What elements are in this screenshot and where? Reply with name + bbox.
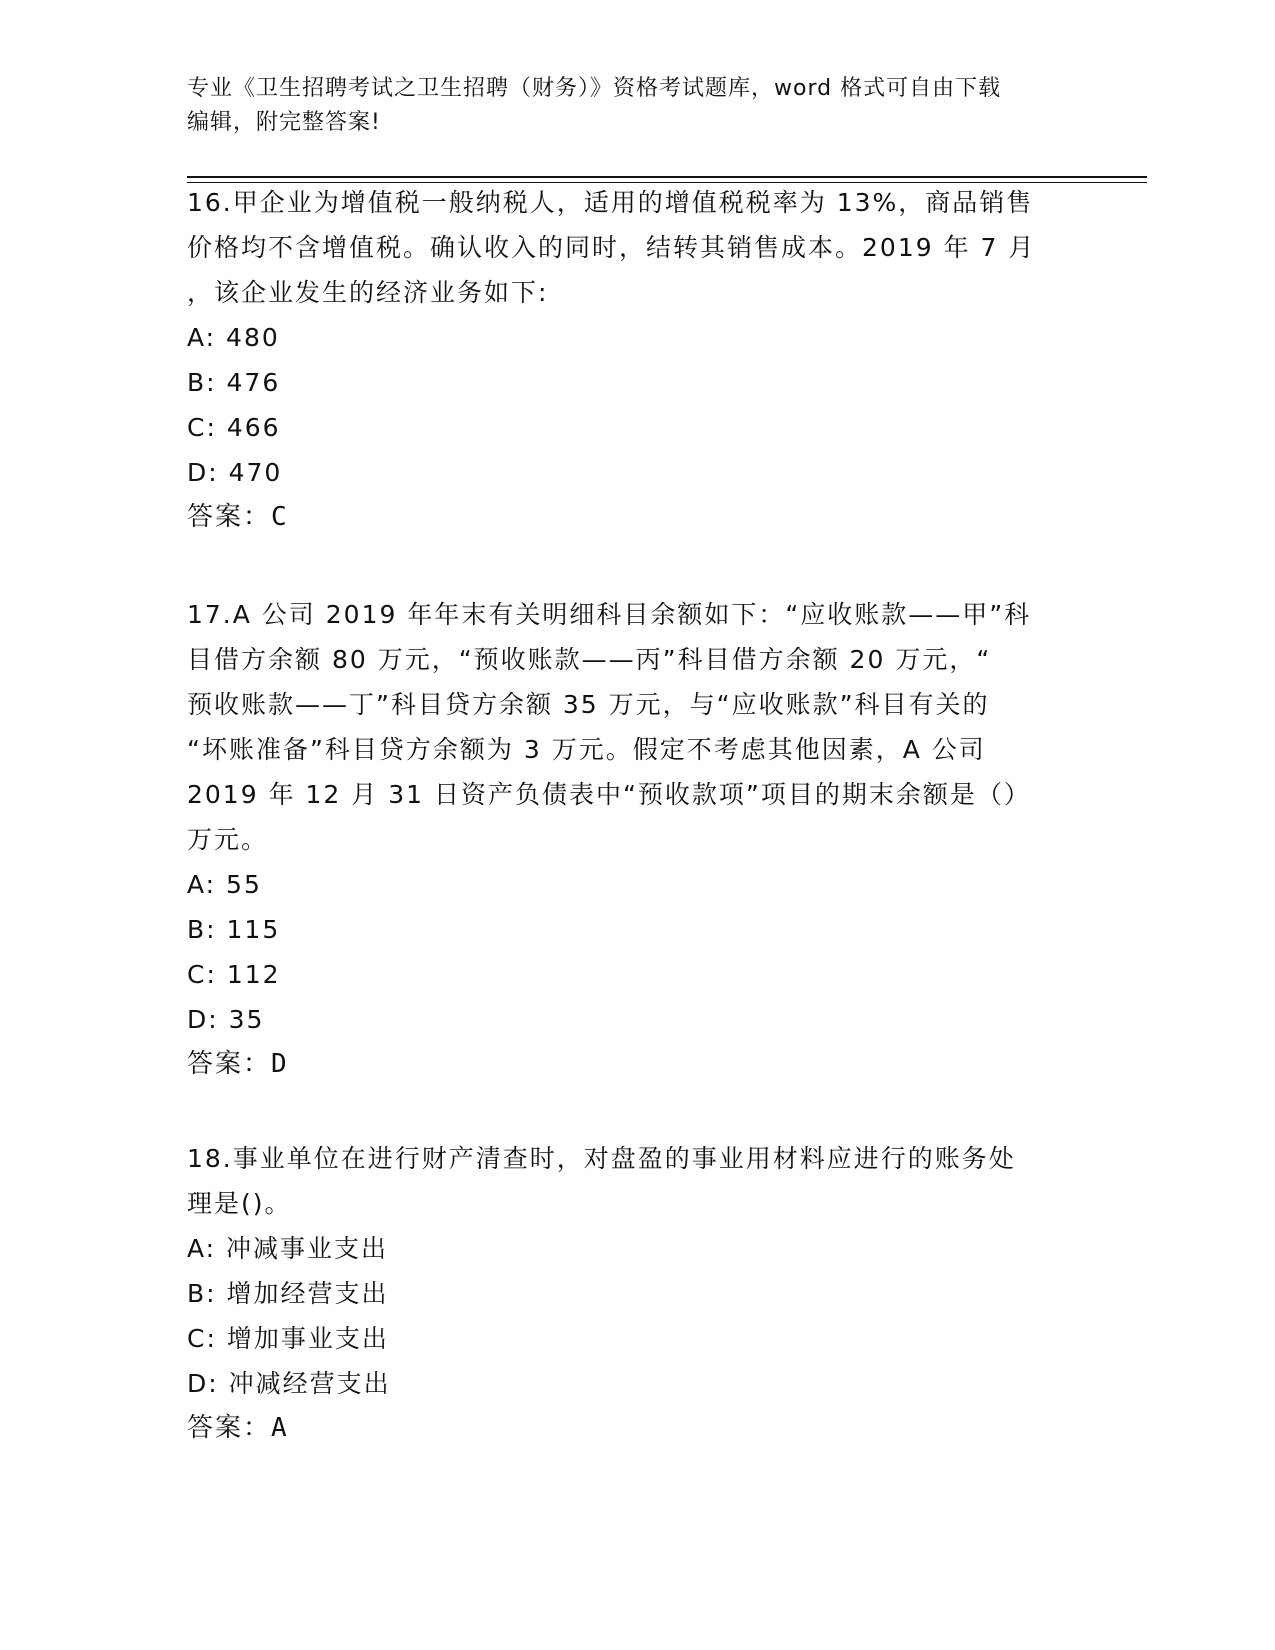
- question-text-line: 预收账款——丁”科目贷方余额 35 万元，与“应收账款”科目有关的: [187, 690, 990, 719]
- question-text-line: 万元。: [187, 825, 269, 854]
- option-d: D: 35: [187, 1005, 265, 1034]
- header-line-1: 专业《卫生招聘考试之卫生招聘（财务）》资格考试题库，word 格式可自由下载: [187, 76, 1002, 101]
- option-b: B: 115: [187, 915, 281, 944]
- question-text-line: 理是()。: [187, 1189, 292, 1218]
- question-text-line: 价格均不含增值税。确认收入的同时，结转其销售成本。2019 年 7 月: [187, 233, 1036, 262]
- question-text-line: ，该企业发生的经济业务如下:: [187, 278, 549, 307]
- option-c: C: 112: [187, 960, 281, 989]
- header-divider-thick: [187, 176, 1147, 178]
- option-b: B: 增加经营支出: [187, 1279, 389, 1308]
- question-text-line: 18.事业单位在进行财产清查时，对盘盈的事业用材料应进行的账务处: [187, 1144, 1016, 1173]
- question-16: [187, 180, 1087, 540]
- answer-label: 答案：C: [187, 502, 289, 532]
- document-header: [187, 72, 1067, 140]
- option-d: D: 冲减经营支出: [187, 1369, 391, 1398]
- answer-label: 答案：D: [187, 1049, 289, 1079]
- question-text-line: 2019 年 12 月 31 日资产负债表中“预收款项”项目的期末余额是（）: [187, 780, 1031, 809]
- question-text-line: 16.甲企业为增值税一般纳税人，适用的增值税税率为 13%，商品销售: [187, 188, 1034, 217]
- question-18: [187, 1136, 1087, 1451]
- question-text-line: 目借方余额 80 万元，“预收账款——丙”科目借方余额 20 万元，“: [187, 645, 992, 674]
- option-a: A: 480: [187, 323, 280, 352]
- option-b: B: 476: [187, 368, 281, 397]
- option-d: D: 470: [187, 458, 283, 487]
- question-text-line: 17.A 公司 2019 年年末有关明细科目余额如下：“应收账款——甲”科: [187, 600, 1032, 629]
- question-17: [187, 592, 1087, 1087]
- option-a: A: 冲减事业支出: [187, 1234, 389, 1263]
- question-text-line: “坏账准备”科目贷方余额为 3 万元。假定不考虑其他因素，A 公司: [187, 735, 986, 764]
- option-c: C: 增加事业支出: [187, 1324, 389, 1353]
- answer-label: 答案：A: [187, 1413, 289, 1443]
- header-line-2: 编辑，附完整答案!: [187, 110, 381, 135]
- option-c: C: 466: [187, 413, 281, 442]
- option-a: A: 55: [187, 870, 262, 899]
